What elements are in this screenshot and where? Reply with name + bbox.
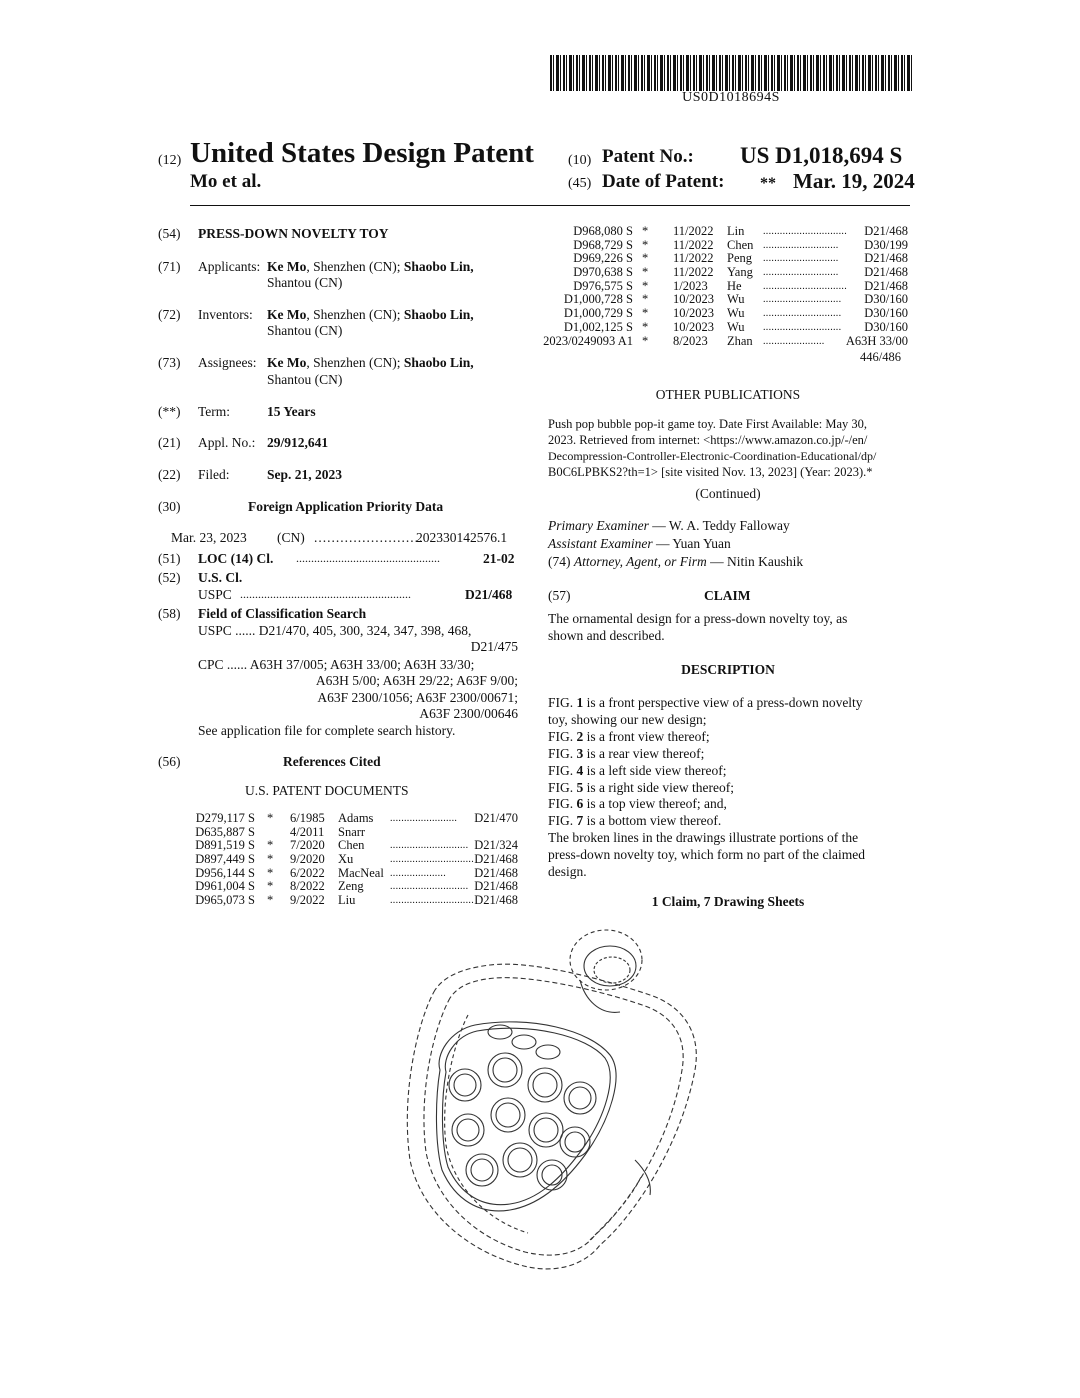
assistant-examiner: Assistant Examiner — Yuan Yuan xyxy=(548,536,731,551)
reference-cls: D21/468 xyxy=(474,865,518,880)
reference-row xyxy=(555,239,910,253)
reference-date: 6/2022 xyxy=(290,865,325,880)
reference-date: 8/2023 xyxy=(673,333,708,348)
inventors-line1: Ke Mo, Shenzhen (CN); Shaobo Lin, xyxy=(267,307,474,322)
reference-name: Zhan xyxy=(727,333,753,348)
reference-star: * xyxy=(267,865,274,880)
field-cpc-line4: A63F 2300/00646 xyxy=(419,706,518,721)
reference-num: D976,575 S xyxy=(573,278,633,293)
other-pub-line1: Push pop bubble pop-it game toy. Date First Available: May 30, xyxy=(548,417,868,431)
reference-cls: D30/199 xyxy=(864,237,908,252)
filed-date: Sep. 21, 2023 xyxy=(267,467,343,482)
reference-dots: .............................. xyxy=(390,854,474,866)
reference-cls: D21/468 xyxy=(474,879,518,894)
description-line: press-down novelty toy, which form no part of the claimed xyxy=(548,847,866,863)
reference-cls: D21/468 xyxy=(474,893,518,908)
reference-row xyxy=(190,826,520,840)
reference-row xyxy=(190,867,520,881)
field-note: See application file for complete search history. xyxy=(198,723,456,738)
reference-star: * xyxy=(642,319,649,334)
inventors-code: (72) xyxy=(158,307,181,322)
applicants-line2: Shantou (CN) xyxy=(267,275,343,290)
refs-heading: References Cited xyxy=(283,754,381,769)
reference-date: 6/1985 xyxy=(290,811,325,825)
claims-sheets: 1 Claim, 7 Drawing Sheets xyxy=(651,894,805,909)
reference-num: D965,073 S xyxy=(195,893,255,908)
reference-dots: ........................... xyxy=(763,253,839,265)
reference-num: D635,887 S xyxy=(195,824,255,839)
appl-number: 29/912,641 xyxy=(267,435,329,450)
barcode-number: US0D1018694S xyxy=(682,90,780,105)
reference-date: 9/2020 xyxy=(290,852,325,867)
assignees-label: Assignees: xyxy=(198,355,257,370)
reference-name: Wu xyxy=(727,292,745,307)
field-code: (58) xyxy=(158,606,181,621)
reference-row xyxy=(555,321,910,335)
reference-name: MacNeal xyxy=(338,865,384,880)
reference-name: Snarr xyxy=(338,824,366,839)
reference-star: * xyxy=(267,811,274,825)
reference-star: * xyxy=(642,251,649,266)
code-10: (10) xyxy=(568,153,592,168)
priority-date: Mar. 23, 2023 xyxy=(171,530,247,545)
claim-line1: The ornamental design for a press-down novelty toy, as xyxy=(548,611,848,626)
patent-date: Mar. 19, 2024 xyxy=(793,169,915,193)
filed-label: Filed: xyxy=(198,467,230,482)
applicant-short: Mo et al. xyxy=(190,171,262,192)
description-line: design. xyxy=(548,864,587,879)
reference-date: 11/2022 xyxy=(673,224,714,238)
reference-name: Wu xyxy=(727,319,745,334)
reference-dots: ............................ xyxy=(763,294,842,306)
reference-dots: ............................ xyxy=(763,308,842,320)
reference-num: D970,638 S xyxy=(573,265,633,280)
reference-dots: .................... xyxy=(390,867,446,879)
description-line: FIG. 5 is a right side view thereof; xyxy=(548,779,734,795)
reference-name: Chen xyxy=(338,838,365,853)
description-line: FIG. 1 is a front perspective view of a press-down novelty xyxy=(548,695,863,710)
claim-heading: CLAIM xyxy=(704,588,751,603)
description-line: FIG. 2 is a front view thereof; xyxy=(548,728,710,744)
reference-row xyxy=(543,333,910,349)
continued-note: (Continued) xyxy=(695,486,761,501)
other-pub-line4: B0C6LPBKS2?th=1> [site visited Nov. 13, 2023] (Year: 2023).* xyxy=(548,465,873,479)
loc-label: LOC (14) Cl. xyxy=(198,551,274,566)
reference-row xyxy=(555,307,910,321)
reference-num: 2023/0249093 A1 xyxy=(543,333,633,348)
loc-dots: ................................................ xyxy=(296,551,440,565)
priority-dots: ......................... xyxy=(314,530,424,545)
reference-star: * xyxy=(267,879,274,894)
reference-date: 4/2011 xyxy=(290,824,325,839)
term-code: (**) xyxy=(158,404,181,419)
reference-star: * xyxy=(267,838,274,853)
reference-dots: .............................. xyxy=(763,280,847,292)
reference-row xyxy=(190,839,520,853)
reference-row xyxy=(555,252,910,266)
reference-name: Adams xyxy=(338,811,374,825)
inventors-line2: Shantou (CN) xyxy=(267,323,343,338)
reference-star: * xyxy=(642,278,649,293)
assignees-line2: Shantou (CN) xyxy=(267,372,343,387)
reference-cls: D21/324 xyxy=(474,838,518,853)
reference-cls: D30/160 xyxy=(864,306,908,321)
applicants-code: (71) xyxy=(158,259,181,274)
reference-date: 11/2022 xyxy=(673,265,714,280)
reference-row xyxy=(190,880,520,894)
reference-star: * xyxy=(642,224,649,238)
appl-code: (21) xyxy=(158,435,181,450)
refs-cont-extra: 446/486 xyxy=(860,350,901,364)
reference-cls: D21/470 xyxy=(474,811,518,825)
reference-star: * xyxy=(267,893,274,908)
reference-num: D968,729 S xyxy=(573,237,633,252)
date-marker: ** xyxy=(760,175,776,192)
attorney: (74) Attorney, Agent, or Firm — Nitin Kaushik xyxy=(548,554,804,569)
reference-name: Wu xyxy=(727,306,745,321)
field-cpc-line1: CPC ...... A63H 37/005; A63H 33/00; A63H 33/30; xyxy=(198,657,475,672)
reference-star: * xyxy=(642,306,649,321)
description-line: FIG. 7 is a bottom view thereof. xyxy=(548,813,722,829)
assignees-line1: Ke Mo, Shenzhen (CN); Shaobo Lin, xyxy=(267,355,474,370)
references-continued-table xyxy=(543,224,910,348)
description-line: FIG. 4 is a left side view thereof; xyxy=(548,762,727,778)
reference-cls: D21/468 xyxy=(474,852,518,867)
reference-date: 9/2022 xyxy=(290,893,325,908)
reference-star: * xyxy=(267,852,274,867)
uspc-label: USPC xyxy=(198,587,232,602)
reference-dots: ............................ xyxy=(390,881,469,893)
loc-code: (51) xyxy=(158,551,181,566)
description-line: FIG. 6 is a top view thereof; and, xyxy=(548,796,727,812)
uscl-label: U.S. Cl. xyxy=(198,570,243,585)
patent-number: US D1,018,694 S xyxy=(740,143,903,168)
reference-star: * xyxy=(642,237,649,252)
reference-date: 11/2022 xyxy=(673,251,714,266)
reference-row xyxy=(190,853,520,867)
claim-code: (57) xyxy=(548,588,571,603)
reference-row xyxy=(190,812,520,826)
reference-dots: ........................... xyxy=(763,239,839,251)
document-type: United States Design Patent xyxy=(190,137,534,169)
term-value: 15 Years xyxy=(267,404,316,419)
assignees-code: (73) xyxy=(158,355,181,370)
other-pub-line2: 2023. Retrieved from internet: <https://www.amazon.co.jp/-/en/ xyxy=(548,433,868,447)
reference-date: 10/2023 xyxy=(673,319,714,334)
patent-number-label: Patent No.: xyxy=(602,146,694,167)
uspc-dots: ......................................................... xyxy=(240,587,411,601)
reference-num: D279,117 S xyxy=(195,811,255,825)
reference-dots: ...................... xyxy=(763,335,825,347)
refs-code: (56) xyxy=(158,754,181,769)
field-uspc-line2: D21/475 xyxy=(470,639,518,654)
primary-examiner: Primary Examiner — W. A. Teddy Falloway xyxy=(548,518,790,533)
reference-dots: ........................ xyxy=(390,813,458,824)
field-heading: Field of Classification Search xyxy=(198,606,367,621)
header-rule xyxy=(190,205,910,206)
reference-row xyxy=(555,225,910,239)
term-label: Term: xyxy=(198,404,231,419)
reference-num: D968,080 S xyxy=(573,224,633,238)
field-cpc-line3: A63F 2300/1056; A63F 2300/00671; xyxy=(317,690,518,705)
other-publications-heading: OTHER PUBLICATIONS xyxy=(655,387,801,402)
applicants-label: Applicants: xyxy=(198,259,261,274)
field-cpc-line2: A63H 5/00; A63H 29/22; A63F 9/00; xyxy=(315,673,518,688)
reference-cls: A63H 33/00 xyxy=(845,333,908,348)
other-pub-line3: Decompression-Controller-Electronic-Coordination-Educational/dp/ xyxy=(548,449,877,463)
us-docs-heading: U.S. PATENT DOCUMENTS xyxy=(245,783,409,798)
reference-name: He xyxy=(727,278,742,293)
reference-dots: .............................. xyxy=(763,226,847,237)
reference-date: 11/2022 xyxy=(673,237,714,252)
reference-date: 10/2023 xyxy=(673,306,714,321)
reference-num: D969,226 S xyxy=(573,251,633,266)
reference-num: D1,002,125 S xyxy=(563,319,633,334)
priority-number: 202330142576.1 xyxy=(416,530,508,545)
reference-name: Zeng xyxy=(338,879,364,894)
reference-num: D897,449 S xyxy=(195,852,255,867)
claim-line2: shown and described. xyxy=(548,628,665,643)
reference-num: D961,004 S xyxy=(195,879,255,894)
date-label: Date of Patent: xyxy=(602,171,725,192)
reference-cls: D21/468 xyxy=(864,251,908,266)
uscl-code: (52) xyxy=(158,570,181,585)
reference-row xyxy=(190,894,520,908)
reference-name: Peng xyxy=(727,251,752,266)
filed-code: (22) xyxy=(158,467,181,482)
barcode xyxy=(550,55,912,91)
reference-dots: ........................... xyxy=(763,267,839,279)
us-references-table xyxy=(190,812,520,908)
reference-num: D956,144 S xyxy=(195,865,255,880)
reference-date: 10/2023 xyxy=(673,292,714,307)
reference-row xyxy=(555,266,910,280)
reference-row xyxy=(555,293,910,307)
loc-value: 21-02 xyxy=(483,551,515,566)
reference-dots: .............................. xyxy=(390,895,474,907)
applicants-line1: Ke Mo, Shenzhen (CN); Shaobo Lin, xyxy=(267,259,474,274)
reference-cls: D21/468 xyxy=(864,224,908,238)
reference-name: Yang xyxy=(727,265,753,280)
reference-num: D891,519 S xyxy=(195,838,255,853)
reference-star: * xyxy=(642,265,649,280)
description-heading: DESCRIPTION xyxy=(681,662,775,677)
code-12: (12) xyxy=(158,153,182,168)
reference-name: Xu xyxy=(338,852,354,867)
reference-cls: D21/468 xyxy=(864,265,908,280)
reference-cls: D30/160 xyxy=(864,319,908,334)
code-45: (45) xyxy=(568,176,592,191)
reference-dots: ............................ xyxy=(763,321,842,333)
reference-date: 1/2023 xyxy=(673,278,708,293)
field-uspc-line1: USPC ...... D21/470, 405, 300, 324, 347, 398, 468, xyxy=(198,623,472,638)
appl-label: Appl. No.: xyxy=(198,435,256,450)
priority-heading: Foreign Application Priority Data xyxy=(248,499,444,514)
reference-num: D1,000,729 S xyxy=(563,306,633,321)
reference-dots: ............................ xyxy=(390,840,469,852)
reference-num: D1,000,728 S xyxy=(563,292,633,307)
priority-country: (CN) xyxy=(277,530,305,545)
description-line: toy, showing our new design; xyxy=(548,711,707,727)
uspc-value: D21/468 xyxy=(465,587,513,602)
reference-name: Liu xyxy=(338,893,356,908)
inventors-label: Inventors: xyxy=(198,307,253,322)
reference-star: * xyxy=(642,333,649,348)
reference-cls: D30/160 xyxy=(864,292,908,307)
reference-date: 7/2020 xyxy=(290,838,325,853)
description-line: The broken lines in the drawings illustrate portions of the xyxy=(548,830,859,846)
reference-row xyxy=(555,280,910,294)
toy-perspective-drawing xyxy=(380,920,720,1300)
reference-star: * xyxy=(642,292,649,307)
reference-cls: D21/468 xyxy=(864,278,908,293)
description-line: FIG. 3 is a rear view thereof; xyxy=(548,745,705,761)
title-code: (54) xyxy=(158,226,181,241)
reference-name: Chen xyxy=(727,237,754,252)
reference-date: 8/2022 xyxy=(290,879,325,894)
reference-name: Lin xyxy=(727,224,745,238)
priority-code: (30) xyxy=(158,499,181,514)
patent-title: PRESS-DOWN NOVELTY TOY xyxy=(198,226,389,241)
